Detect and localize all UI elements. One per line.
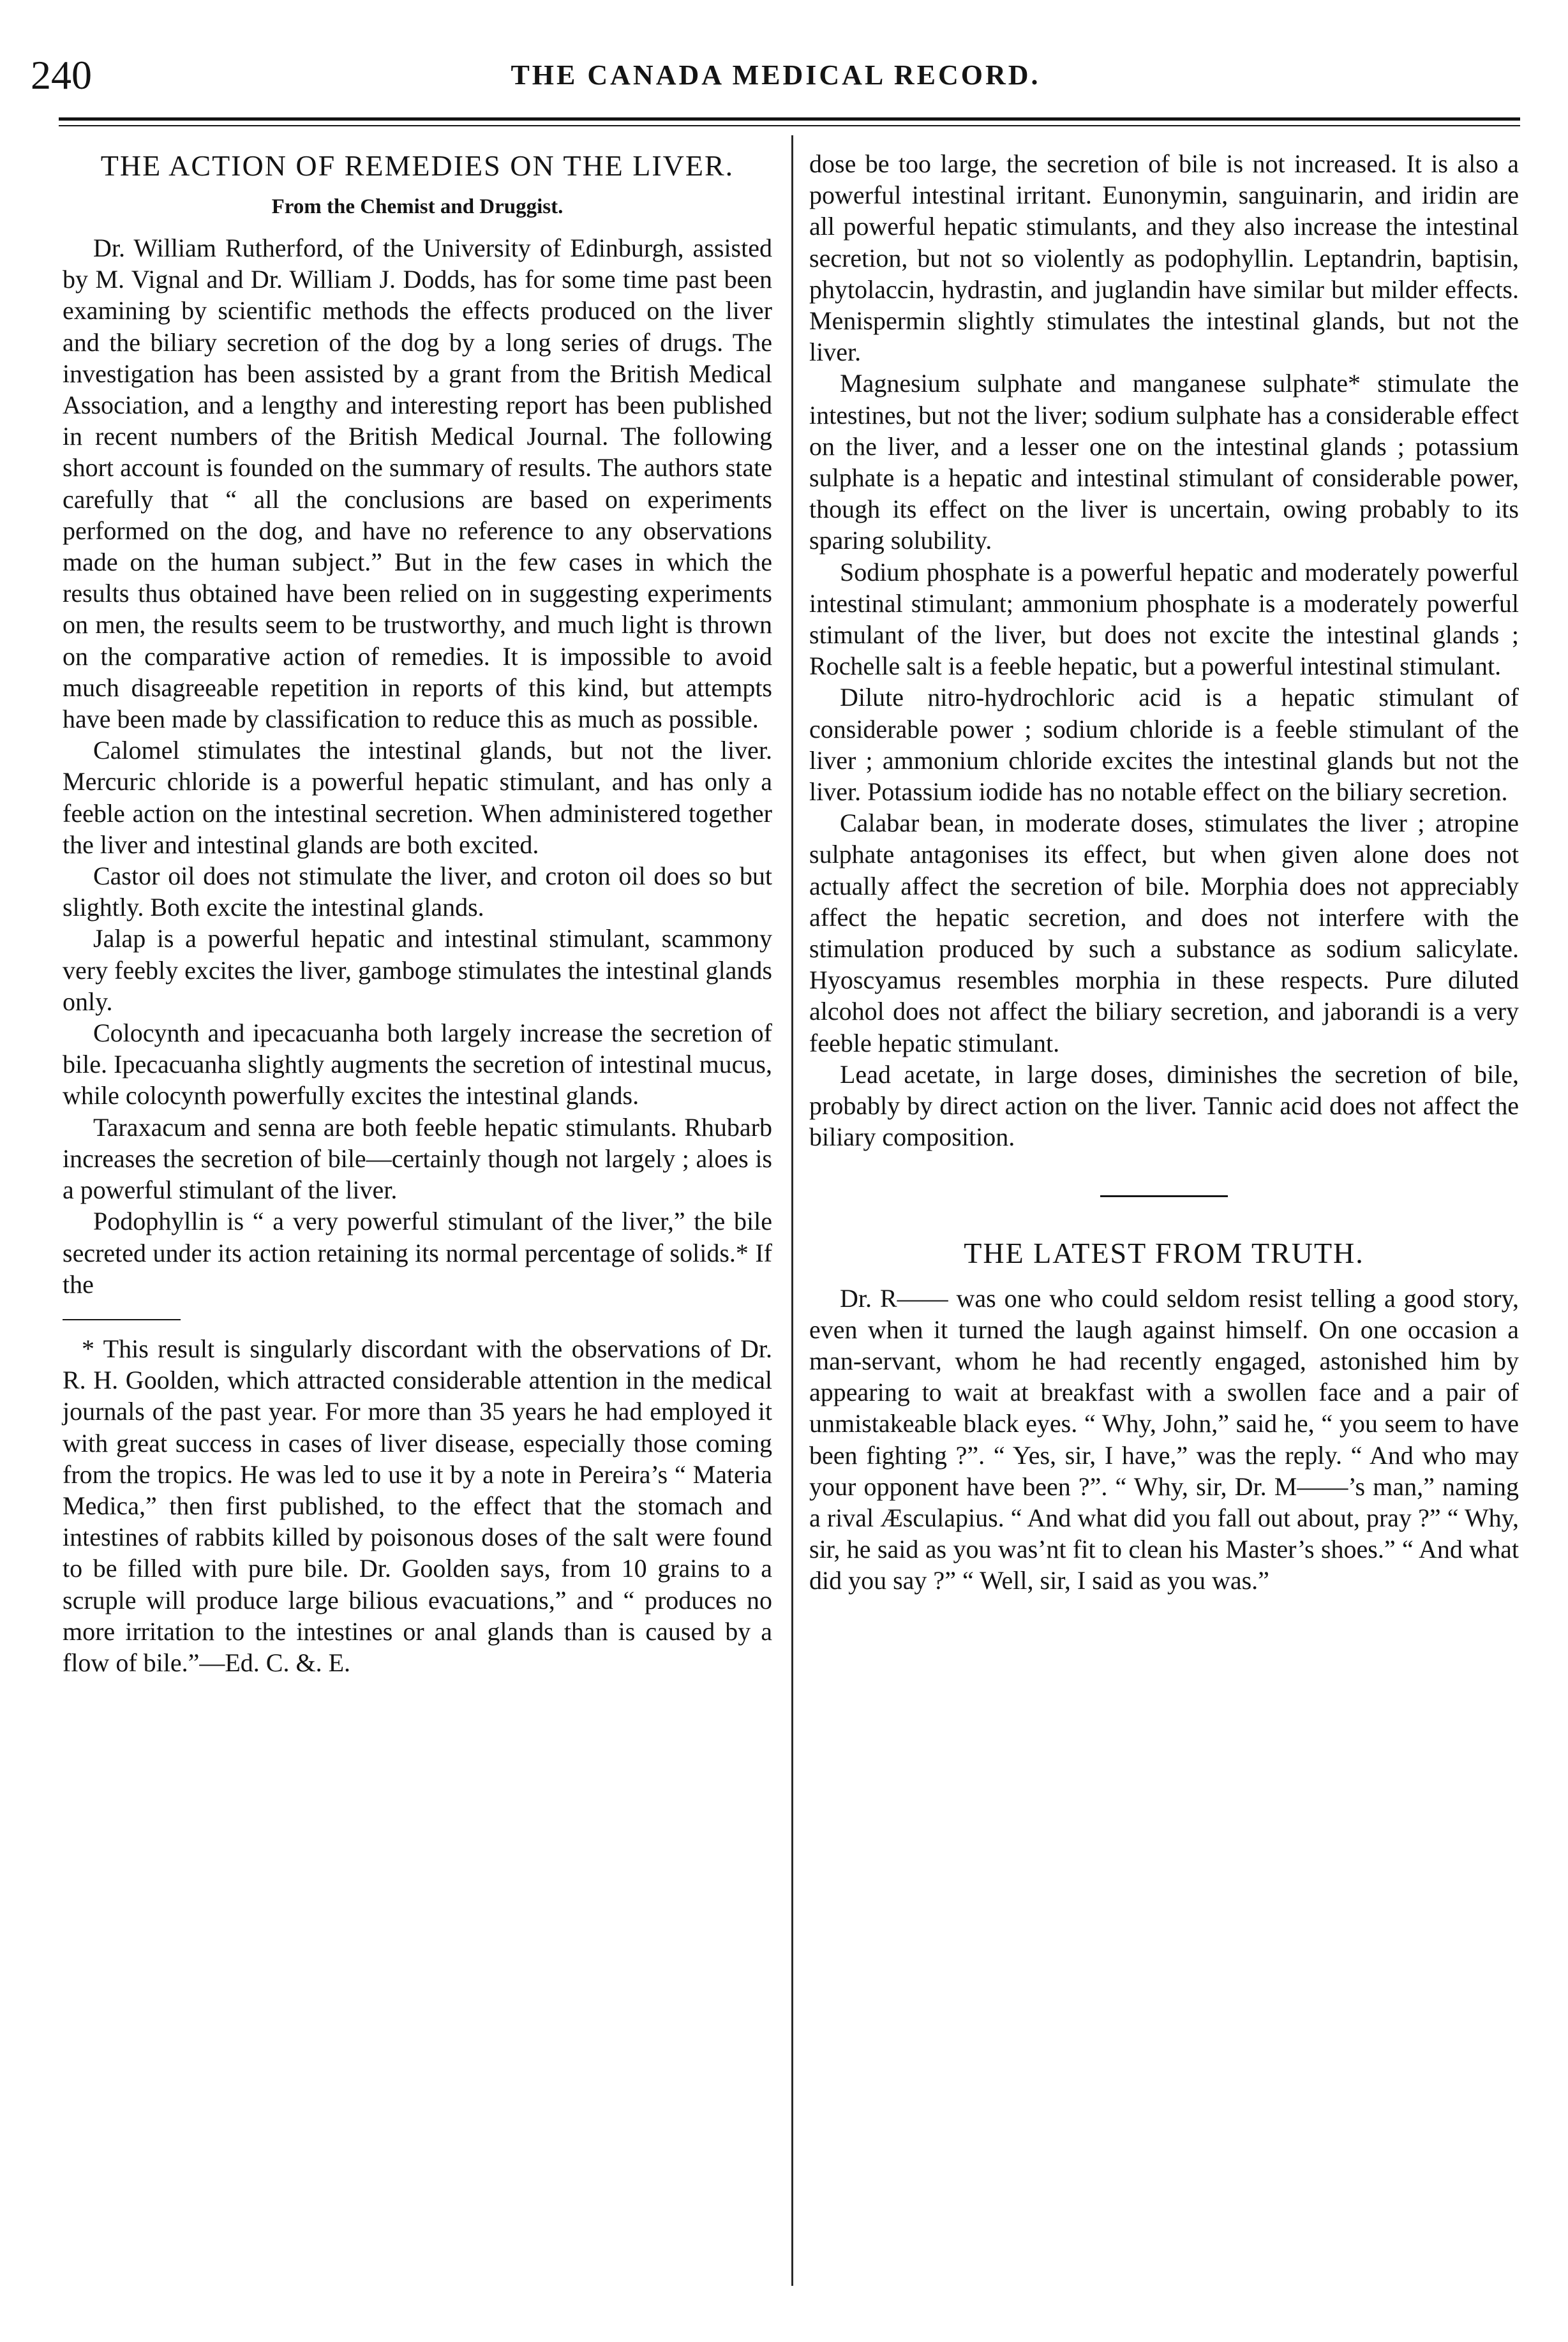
article-paragraph: Dilute nitro-hydrochloric acid is a hepatic stimulant of considerable power ; sodium chloride is a feeble stimulant of the liver ; ammonium chloride excites the intestinal glands but not the liver. Potassium iodide has no notable effect on the biliary secretion. [809,683,1519,807]
article-title: THE ACTION OF REMEDIES ON THE LIVER. [100,149,735,182]
article-paragraph: Magnesium sulphate and manganese sulphate* stimulate the intestines, but not the liver; sodium sulphate has a considerable effect on the liver, and a lesser one on the intestinal glands ; potassium sulphate is a hepatic and intestinal stimulant of considerable power, though its effect on the liver is uncertain, owing probably to its sparing solubility. [809,369,1519,555]
left-column [63,148,772,1678]
footnote: * This result is singularly discordant with the observations of Dr. R. H. Goolden, which attracted considerable attention in the medical journals of the past year. For more than 35 years he had employed it with great success in cases of liver disease, especially those coming from the tropics. He was led to use it by a note in Pereira’s “ Materia Medica,” then first published, to the effect that the stomach and intestines of rabbits killed by poisonous doses of the salt were found to be filled with pure bile. Dr. Goolden says, from 10 grains to a scruple will produce large bilious evacuations,” and “ produces no more irritation to the intestines or anal glands than is caused by a flow of bile.”—Ed. C. &. E. [63,1334,772,1677]
article-paragraph: Sodium phosphate is a powerful hepatic and moderately powerful intestinal stimulant; ammonium phosphate is a moderately powerful stimulant of the liver, but does not excite the intestinal glands ; Rochelle salt is a feeble hepatic, but a powerful intestinal stimulant. [809,557,1519,681]
header-rule-thin [59,125,1520,126]
second-article-title: THE LATEST FROM TRUTH. [964,1236,1364,1269]
article-source: From the Chemist and Druggist. [271,195,564,218]
article-paragraph: Podophyllin is “ a very powerful stimulant of the liver,” the bile secreted under its action retaining its normal percentage of solids.* If the [63,1207,772,1299]
article-paragraph: Castor oil does not stimulate the liver, and croton oil does so but slightly. Both excite the intestinal glands. [63,861,772,922]
second-article-paragraph: Dr. R—— was one who could seldom resist telling a good story, even when it turned the laugh against himself. On one occasion a man-servant, whom he had recently engaged, astonished him by appearing to wait at breakfast with a swollen face and a pair of unmistakeable black eyes. “ Why, John,” said he, “ you seem to have been fighting ?”. “ Yes, sir, I have,” was the reply. “ And who may your opponent have been ?”. “ Why, sir, Dr. M——’s man,” naming a rival Æsculapius. “ And what did you fall out about, pray ?” “ Why, sir, he said as you was’nt fit to clean his Master’s shoes.” “ And what did you say ?” “ Well, sir, I said as you was.” [809,1283,1519,1595]
article-paragraph: Lead acetate, in large doses, diminishes the secretion of bile, probably by direct action on the liver. Tannic acid does not affect the biliary composition. [809,1059,1519,1152]
article-paragraph: Calabar bean, in moderate doses, stimulates the liver ; atropine sulphate antagonises its effect, but when given alone does not actually affect the secretion of bile. Morphia does not appreciably affect the hepatic secretion, and does not interfere with the stimulation produced by such a substance as sodium salicylate. Hyoscyamus resembles morphia in these respects. Pure diluted alcohol does not affect the biliary secretion, and jaborandi is a very feeble hepatic stimulant. [809,809,1519,1057]
journal-title: THE CANADA MEDICAL RECORD. [511,59,1041,91]
article-paragraph: Taraxacum and senna are both feeble hepatic stimulants. Rhubarb increases the secretion of bile—certainly though not largely ; aloes is a powerful stimulant of the liver. [63,1112,772,1205]
running-head [31,48,1521,106]
article-paragraph: Calomel stimulates the intestinal glands, but not the liver. Mercuric chloride is a powerful hepatic stimulant, and has only a feeble action on the intestinal secretion. When administered together the liver and intestinal glands are both excited. [63,736,772,859]
article-paragraph: Colocynth and ipecacuanha both largely increase the secretion of bile. Ipecacuanha slightly augments the secretion of intestinal mucus, while colocynth powerfully excites the intestinal glands. [63,1018,772,1110]
header-rule-thick [59,117,1520,121]
page-number: 240 [31,52,92,98]
column-divider [791,135,793,2286]
section-divider [1100,1195,1228,1197]
article-paragraph: Dr. William Rutherford, of the University of Edinburgh, assisted by M. Vignal and Dr. William J. Dodds, has for some time past been examining by scientific methods the effects produced on the liver and the biliary secretion of the dog by a long series of drugs. The investigation has been assisted by a grant from the British Medical Association, and a lengthy and interesting report has been published in recent numbers of the British Medical Journal. The following short account is founded on the summary of results. The authors state carefully that “ all the conclusions are based on experiments performed on the dog, and have no reference to any observations made on the human subject.” But in the few cases in which the results thus obtained have been relied on in suggesting experiments on men, the results seem to be trustworthy, and much light is thrown on the comparative action of remedies. It is impossible to avoid much disagreeable repetition in reports of this kind, but attempts have been made by classification to reduce this as much as possible. [63,234,772,734]
article-paragraph: Jalap is a powerful hepatic and intestinal stimulant, scammony very feebly excites the liver, gamboge stimulates the intestinal glands only. [63,924,772,1016]
right-column [809,148,1519,1597]
article-paragraph-continued: dose be too large, the secretion of bile is not increased. It is also a powerful intestinal irritant. Eunonymin, sanguinarin, and iridin are all powerful hepatic stimulants, and they also increase the intestinal secretion, but not so violently as podophyllin. Leptandrin, baptisin, phytolaccin, hydrastin, and juglandin have similar but milder effects. Menispermin slightly stimulates the intestinal glands, but not the liver. [809,149,1519,367]
footnote-rule [63,1319,181,1320]
